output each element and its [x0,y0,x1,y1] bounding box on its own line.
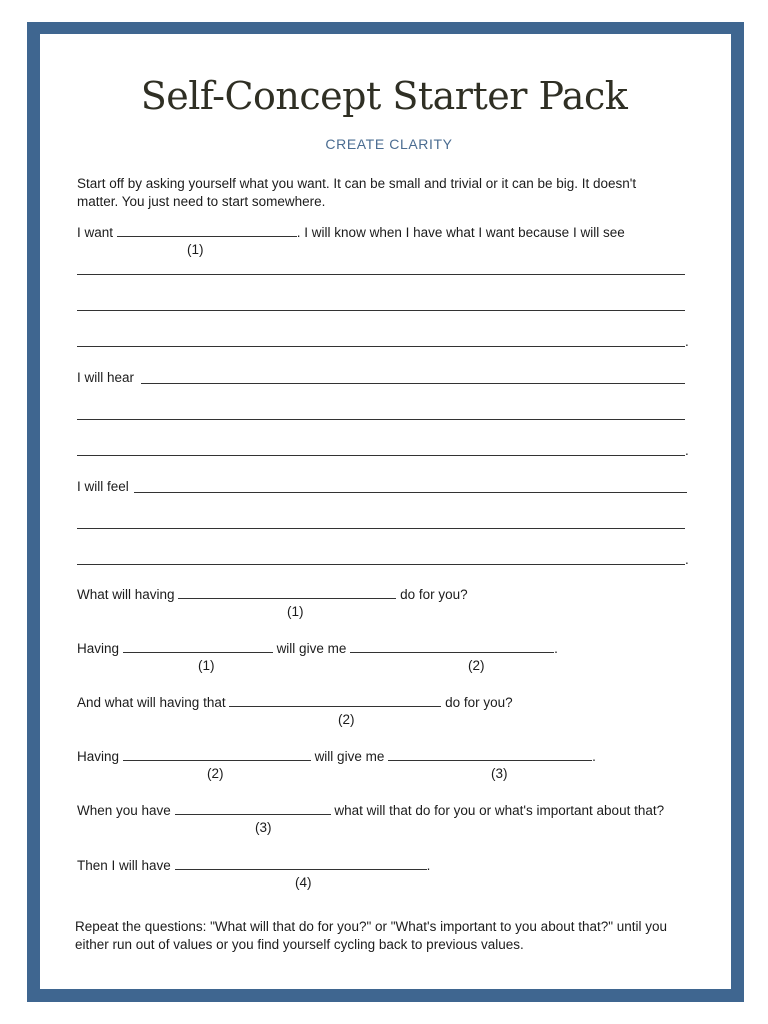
q3-prefix: And what will having that [77,695,226,710]
q3-suffix: do for you? [445,695,513,710]
q1-sentence [77,586,468,604]
q5-sentence [77,802,664,820]
q4-blank-b[interactable] [388,748,592,761]
q2-period: . [554,641,558,656]
q2-blank-b[interactable] [350,640,554,653]
see-line-3[interactable] [77,346,685,347]
q4-period: . [592,749,596,764]
q3-blank[interactable] [229,694,441,707]
q1-prefix: What will having [77,587,175,602]
q4-mid: will give me [314,749,385,764]
feel-period: . [685,552,689,567]
q5-blank[interactable] [175,802,331,815]
intro-paragraph: Start off by asking yourself what you want. It can be small and trivial or it can be big. It doesn't matter. You just need to start somewhere. [77,176,637,209]
q6-sentence [77,857,430,875]
q2-blank-a[interactable] [123,640,273,653]
want-blank[interactable] [117,224,297,237]
q5-prefix: When you have [77,803,171,818]
hear-period: . [685,443,689,458]
q3-sentence [77,694,513,712]
q6-blank-number: (4) [295,875,312,890]
see-period: . [685,334,689,349]
q2-sentence [77,640,558,658]
q5-blank-number: (3) [255,820,272,835]
hear-line-3[interactable] [77,455,685,456]
want-suffix: . I will know when I have what I want because I will see [296,225,625,240]
q4-number-a: (2) [207,766,224,781]
q4-blank-a[interactable] [123,748,311,761]
q4-number-b: (3) [491,766,508,781]
see-line-2[interactable] [77,310,685,311]
q1-blank[interactable] [178,586,396,599]
q1-suffix: do for you? [400,587,468,602]
feel-line-2[interactable] [77,528,685,529]
hear-label: I will hear [77,370,135,385]
page-title: Self-Concept Starter Pack [140,74,628,118]
hear-line-1[interactable] [141,383,685,384]
q1-blank-number: (1) [287,604,304,619]
page-subtitle: CREATE CLARITY [325,136,453,152]
want-prefix: I want [77,225,114,240]
q2-prefix: Having [77,641,120,656]
q6-period: . [426,858,431,873]
q2-mid: will give me [276,641,347,656]
q2-number-b: (2) [468,658,485,673]
feel-line-3[interactable] [77,564,685,565]
feel-label: I will feel [77,479,129,494]
want-blank-number: (1) [187,242,204,257]
want-sentence [77,224,625,242]
q3-blank-number: (2) [338,712,355,727]
q4-prefix: Having [77,749,120,764]
q6-blank[interactable] [175,857,427,870]
hear-line-2[interactable] [77,419,685,420]
q5-suffix: what will that do for you or what's important about that? [334,803,665,818]
q6-prefix: Then I will have [77,858,171,873]
q2-number-a: (1) [198,658,215,673]
footer-instructions: Repeat the questions: "What will that do for you?" or "What's important to you about that?" until you either run out of values or you find yourself cycling back to previous values. [75,919,668,952]
q4-sentence [77,748,596,766]
feel-line-1[interactable] [134,492,687,493]
see-line-1[interactable] [77,274,685,275]
